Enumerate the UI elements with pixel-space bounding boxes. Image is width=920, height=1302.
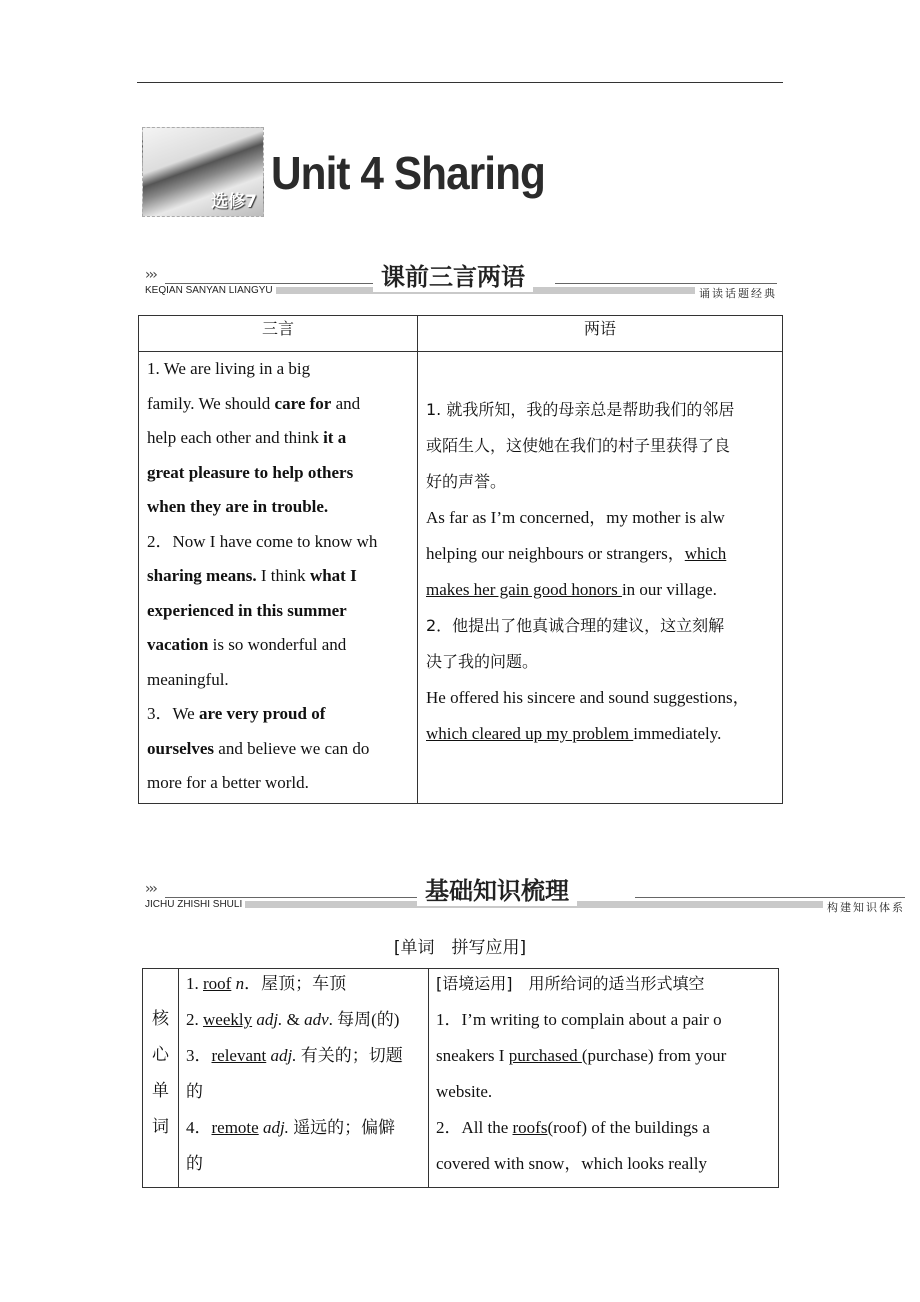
- text-segment: is so wonderful and: [208, 635, 347, 654]
- text-segment: [语境运用]: [436, 974, 513, 993]
- text-line: [426, 395, 782, 431]
- text-segment: ．屋顶；车顶: [244, 974, 347, 993]
- text-segment: n: [231, 974, 245, 993]
- text-segment: 1．I’m writing to complain about a pair o: [436, 1010, 722, 1029]
- text-segment: 2．Now I have come to know wh: [147, 531, 378, 551]
- answer-blank: which cleared up my problem: [426, 724, 634, 743]
- text-segment: care for: [274, 393, 332, 413]
- text-segment: are very proud of: [198, 704, 326, 723]
- text-line: [426, 647, 782, 683]
- section-header-2: [145, 877, 905, 917]
- text-segment: 决了我的问题。: [426, 652, 539, 671]
- text-segment: adj.: [252, 1010, 283, 1029]
- text-line: [426, 539, 782, 575]
- text-segment: adj.: [258, 1118, 289, 1137]
- text-segment: 的: [186, 1082, 203, 1101]
- side-label-char: 核: [152, 1009, 169, 1029]
- module-badge: 选修7: [211, 192, 257, 212]
- unit-title: Unit 4 Sharing: [271, 147, 545, 199]
- text-line: [147, 665, 417, 700]
- answer-blank: weekly: [203, 1010, 253, 1029]
- text-line: [147, 492, 417, 527]
- text-line: [426, 683, 782, 719]
- text-line: [436, 969, 778, 1005]
- side-label-char: 单: [152, 1081, 169, 1101]
- text-line: [426, 503, 782, 539]
- text-line: [426, 575, 782, 611]
- vocabulary-table: [142, 968, 779, 1188]
- text-segment: help each other and think: [147, 428, 324, 447]
- answer-blank: relevant: [211, 1046, 267, 1065]
- text-line: [436, 1041, 778, 1077]
- unit-image: [142, 127, 264, 217]
- text-segment: and: [331, 393, 361, 413]
- context-cell: [429, 969, 779, 1188]
- text-line: [147, 458, 417, 493]
- text-segment: 或陌生人，这使她在我们的村子里获得了良: [426, 436, 731, 455]
- text-segment: 4．: [186, 1118, 212, 1137]
- text-line: [147, 734, 417, 769]
- text-segment: sharing means.: [147, 566, 257, 585]
- text-line: [147, 389, 417, 424]
- vocab-subtitle: [单词 拼写应用]: [393, 938, 527, 958]
- text-line: [186, 1041, 428, 1077]
- text-line: [186, 1077, 428, 1113]
- text-segment: 3．: [186, 1046, 212, 1065]
- core-words-label: [143, 969, 179, 1188]
- text-segment: (purchase) from your: [581, 1046, 727, 1065]
- text-segment: and believe we can do: [214, 738, 370, 758]
- text-segment: &: [282, 1010, 305, 1029]
- text-line: [147, 630, 417, 665]
- answer-blank: which: [684, 544, 727, 563]
- side-label-char: 心: [152, 1045, 169, 1065]
- text-line: [147, 561, 417, 596]
- text-line: [147, 699, 417, 734]
- text-segment: what I: [309, 566, 357, 585]
- text-segment: adv: [304, 1010, 329, 1029]
- text-segment: ourselves: [147, 738, 215, 758]
- text-segment: 用所给词的适当形式填空: [512, 974, 705, 993]
- section-pinyin: JICHU ZHISHI SHULI: [145, 899, 245, 910]
- text-segment: 有关的；切题: [296, 1046, 403, 1065]
- text-segment: I think: [256, 566, 310, 585]
- section-pinyin: KEQIAN SANYAN LIANGYU: [145, 285, 276, 296]
- text-segment: 2．他提出了他真诚合理的建议，这立刻解: [426, 616, 725, 635]
- text-segment: when they are in trouble.: [147, 497, 329, 516]
- section-heading: 课前三言两语: [373, 257, 533, 292]
- text-segment: it a: [323, 428, 347, 447]
- left-cell: [139, 352, 418, 804]
- text-line: [147, 596, 417, 631]
- text-line: [436, 1113, 778, 1149]
- answer-blank: makes her gain good honors: [426, 580, 622, 599]
- text-segment: 好的声誉。: [426, 472, 507, 491]
- side-label-char: 词: [152, 1117, 169, 1137]
- text-segment: website.: [436, 1082, 493, 1101]
- text-line: [186, 1113, 428, 1149]
- text-line: [426, 431, 782, 467]
- text-line: [186, 1005, 428, 1041]
- text-segment: (roof) of the buildings a: [547, 1118, 710, 1137]
- right-cell: [418, 352, 783, 804]
- text-line: [426, 611, 782, 647]
- text-segment: covered with snow，which looks really: [436, 1154, 707, 1173]
- text-segment: He offered his sincere and sound suggestions，: [426, 688, 750, 707]
- text-line: [147, 527, 417, 562]
- text-segment: in our village.: [621, 580, 717, 599]
- answer-blank: remote: [211, 1118, 259, 1137]
- answer-blank: purchased: [508, 1046, 582, 1065]
- text-line: [436, 1149, 778, 1185]
- text-segment: 1. 就我所知，我的母亲总是帮助我们的邻居: [426, 400, 735, 419]
- answer-blank: roof: [203, 974, 232, 993]
- text-segment: more for a better world.: [147, 773, 309, 792]
- text-segment: . 每周(的): [328, 1010, 400, 1029]
- text-line: [426, 719, 782, 755]
- text-segment: meaningful.: [147, 669, 229, 689]
- text-line: [186, 1149, 428, 1185]
- text-line: [186, 969, 428, 1005]
- text-segment: 1. We are living in a big: [147, 359, 311, 378]
- text-segment: experienced in this summer: [147, 600, 347, 620]
- column-header: 三言: [139, 316, 418, 352]
- text-segment: 遥远的；偏僻: [288, 1118, 396, 1137]
- text-segment: immediately.: [633, 724, 722, 743]
- text-segment: 1.: [186, 974, 203, 993]
- arrows-icon: ›››: [145, 267, 156, 283]
- text-segment: vacation: [147, 635, 209, 654]
- text-segment: sneakers I: [436, 1046, 509, 1065]
- header-rule: [137, 82, 783, 83]
- text-segment: helping our neighbours or strangers，: [426, 544, 685, 563]
- word-list-cell: [179, 969, 429, 1188]
- text-segment: adj.: [266, 1046, 297, 1065]
- text-segment: family. We should: [147, 393, 275, 413]
- answer-blank: roofs: [512, 1118, 548, 1137]
- text-line: [147, 423, 417, 458]
- text-segment: 的: [186, 1154, 203, 1173]
- text-segment: As far as I’m concerned，my mother is alw: [426, 508, 725, 527]
- text-segment: 2.: [186, 1010, 203, 1029]
- text-segment: great pleasure to help others: [147, 462, 354, 482]
- section-subheading: 构建知识体系: [823, 899, 905, 915]
- text-segment: 2．All the: [436, 1118, 513, 1137]
- sanyan-liangyu-table: [138, 315, 783, 804]
- text-segment: 3．We: [147, 704, 199, 723]
- text-line: [147, 768, 417, 803]
- arrows-icon: ›››: [145, 881, 156, 897]
- section-subheading: 诵读话题经典: [695, 285, 777, 301]
- text-line: [426, 467, 782, 503]
- text-line: [436, 1077, 778, 1113]
- column-header: 两语: [418, 316, 783, 352]
- section-heading: 基础知识梳理: [417, 871, 577, 906]
- text-line: [147, 354, 417, 389]
- section-header-1: [145, 263, 777, 303]
- text-line: [436, 1005, 778, 1041]
